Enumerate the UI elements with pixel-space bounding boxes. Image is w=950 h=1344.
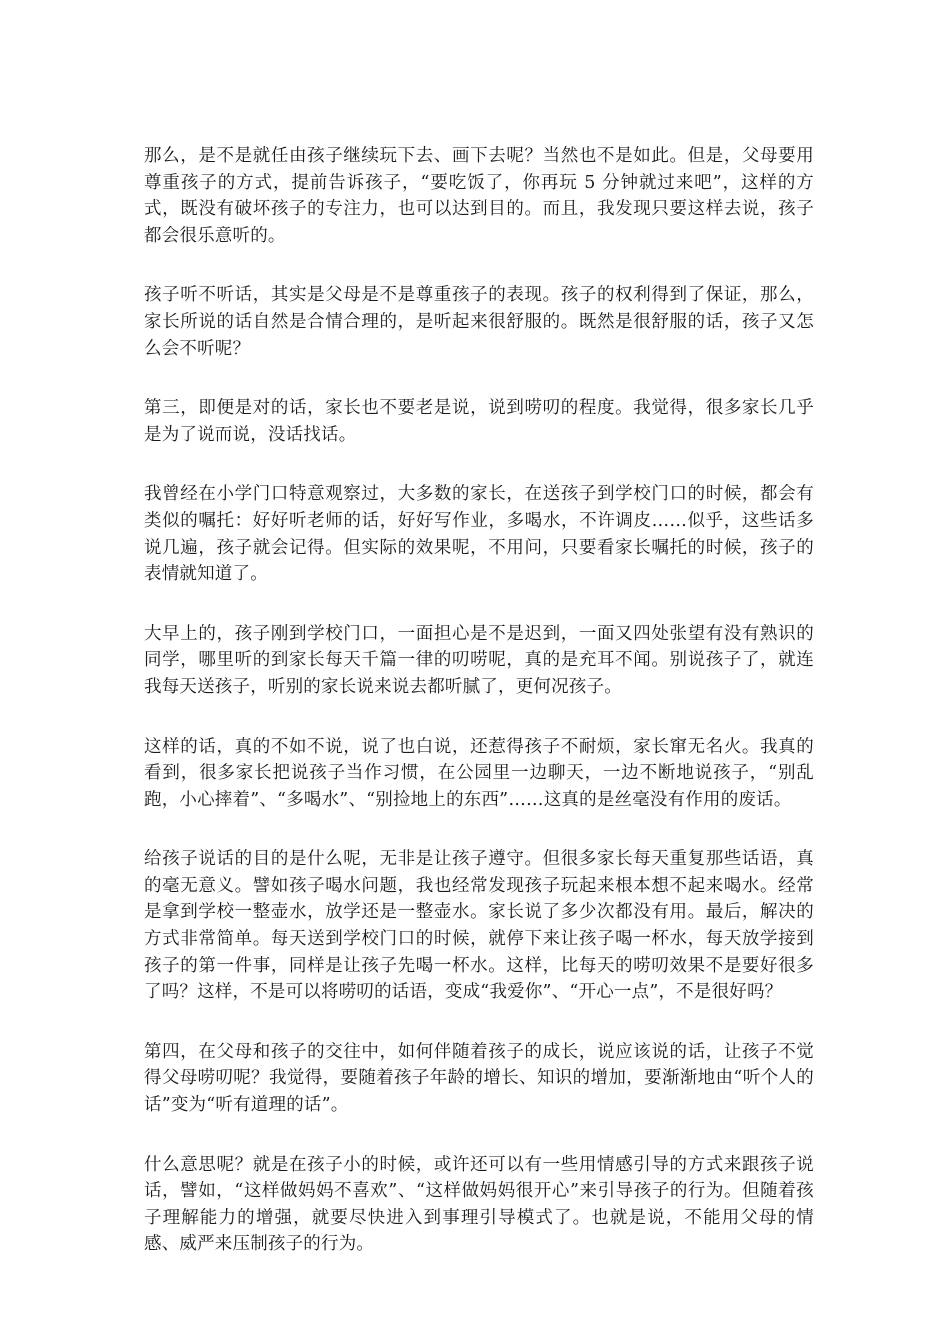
paragraph: 给孩子说话的目的是什么呢，无非是让孩子遵守。但很多家长每天重复那些话语，真的毫无意义。譬如孩子喝水问题，我也经常发现孩子玩起来根本想不起来喝水。经常是拿到学校一整壶水，放学还是一整壶水。家长说了多少次都没有用。最后，解决的方式非常简单。每天送到学校门口的时候，就停下来让孩子喝一杯水，每天放学接到孩子的第一件事，同样是让孩子先喝一杯水。这样，比每天的唠叨效果不是要好很多了吗？这样，不是可以将唠叨的话语，变成“我爱你”、“开心一点”，不是很好吗？: [144, 849, 814, 1003]
paragraph: 第四，在父母和孩子的交往中，如何伴随着孩子的成长，说应该说的话，让孩子不觉得父母唠叨呢？我觉得，要随着孩子年龄的增长、知识的增加，要渐渐地由“听个人的话”变为“听有道理的话”。: [144, 1041, 814, 1116]
paragraph: 大早上的，孩子刚到学校门口，一面担心是不是迟到，一面又四处张望有没有熟识的同学，哪里听的到家长每天千篇一律的叨唠呢，真的是充耳不闻。别说孩子了，就连我每天送孩子，听别的家长说来说去都听腻了，更何况孩子。: [144, 623, 814, 697]
paragraph: 孩子听不听话，其实是父母是不是尊重孩子的表现。孩子的权利得到了保证，那么，家长所说的话自然是合情合理的，是听起来很舒服的。既然是很舒服的话，孩子又怎么会不听呢？: [144, 285, 814, 359]
paragraph: 第三，即便是对的话，家长也不要老是说，说到唠叨的程度。我觉得，很多家长几乎是为了说而说，没话找话。: [144, 398, 814, 445]
paragraph: 什么意思呢？就是在孩子小的时候，或许还可以有一些用情感引导的方式来跟孩子说话，譬如，“这样做妈妈不喜欢”、“这样做妈妈很开心”来引导孩子的行为。但随着孩子理解能力的增强，就要尽快进入到事理引导模式了。也就是说，不能用父母的情感、威严来压制孩子的行为。: [144, 1154, 814, 1255]
paragraph: 我曾经在小学门口特意观察过，大多数的家长，在送孩子到学校门口的时候，都会有类似的嘱托：好好听老师的话，好好写作业，多喝水，不许调皮……似乎，这些话多说几遍，孩子就会记得。但实际的效果呢，不用问，只要看家长嘱托的时候，孩子的表情就知道了。: [144, 484, 814, 585]
document-body: [144, 143, 814, 1291]
paragraph: 这样的话，真的不如不说，说了也白说，还惹得孩子不耐烦，家长窜无名火。我真的看到，很多家长把说孩子当作习惯，在公园里一边聊天，一边不断地说孩子，“别乱跑，小心摔着”、“多喝水”、“别捡地上的东西”……这真的是丝毫没有作用的废话。: [144, 736, 814, 810]
paragraph: 那么，是不是就任由孩子继续玩下去、画下去呢？当然也不是如此。但是，父母要用尊重孩子的方式，提前告诉孩子，“要吃饭了，你再玩 5 分钟就过来吧”，这样的方式，既没有破坏孩子的专注力，也可以达到目的。而且，我发现只要这样去说，孩子都会很乐意听的。: [144, 146, 814, 246]
